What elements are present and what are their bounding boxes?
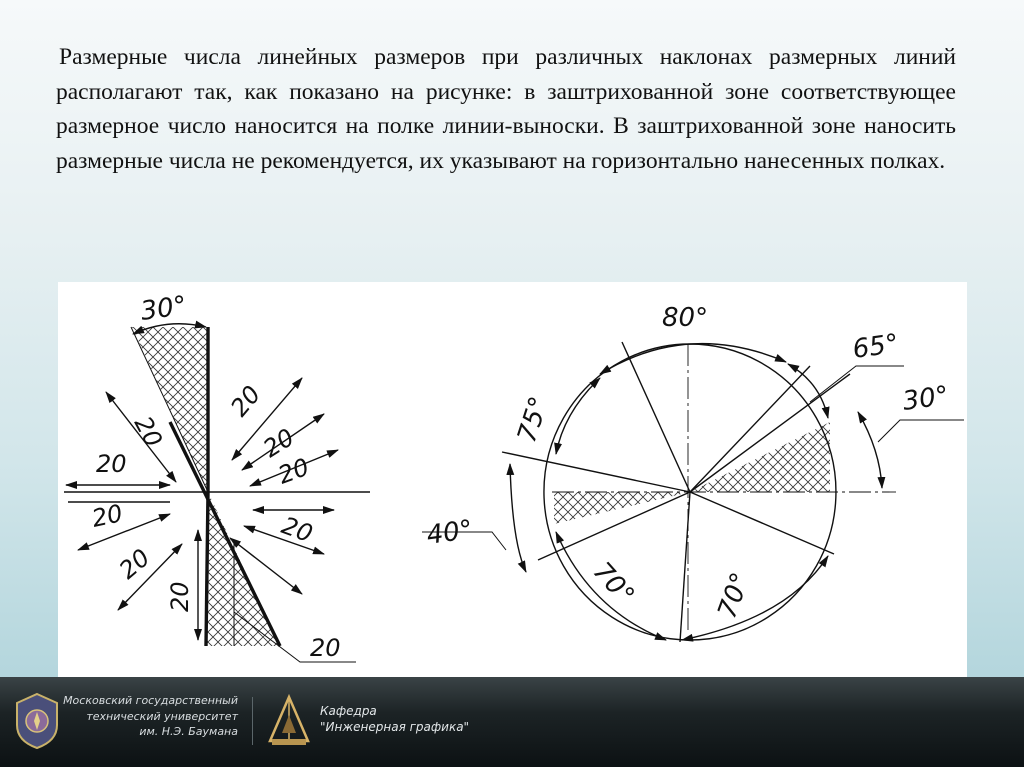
department-logo-icon — [264, 693, 314, 749]
vertical-contour-line-lower — [206, 492, 208, 646]
angle-arc-70-right — [682, 556, 828, 640]
hatched-sector-left — [554, 492, 690, 524]
angle-arc-80 — [600, 344, 786, 374]
department-name — [320, 703, 469, 735]
university-line: Московский государственный — [63, 694, 238, 707]
radius-line — [690, 492, 834, 554]
linear-dimensions-diagram — [64, 291, 370, 662]
angle-label-30: 30° — [138, 290, 189, 327]
angle-label-70-left: 70° — [586, 556, 640, 611]
footer-bar — [0, 677, 1024, 767]
radius-line — [502, 452, 690, 492]
university-name — [60, 693, 238, 740]
dimension-label: 20 — [113, 543, 156, 585]
dimension-label: 20 — [166, 581, 194, 612]
figure-drawing — [58, 282, 967, 677]
dimension-label: 20 — [96, 450, 127, 478]
dimension-label: 20 — [258, 423, 300, 464]
angle-arc-40 — [510, 464, 526, 572]
department-line: Кафедра — [320, 704, 377, 718]
angle-label-40: 40° — [424, 514, 475, 551]
angle-label-65: 65° — [850, 328, 901, 365]
slide-paragraph: Размерные числа линейных размеров при различных наклонах размерных линий располагают так, как показано на рисунке: в заштрихованной зоне соответствующее размерное число наносится на полке линии-выноски. В заштрихованной зоне наносить размерные числа не рекомендуется, их указывают на горизонтально нанесенных полках. — [56, 44, 956, 174]
dimensioning-figure — [58, 282, 967, 677]
dimension-label: 20 — [225, 380, 267, 422]
angle-arc-75 — [556, 378, 600, 454]
leader-line-65 — [810, 366, 904, 402]
department-line: "Инженерная графика" — [320, 720, 470, 734]
dimension-label: 20 — [128, 411, 168, 452]
footer-divider — [252, 697, 253, 745]
angle-arc-65 — [788, 364, 828, 418]
angle-label-75: 75° — [512, 393, 555, 447]
university-line: технический университет — [86, 709, 238, 723]
hatched-sector-right — [690, 422, 830, 492]
dimension-label: 20 — [274, 452, 313, 490]
dimension-label: 20 — [277, 511, 317, 549]
angle-arc-30 — [858, 412, 882, 488]
angle-label-70-right: 70° — [712, 568, 757, 623]
angular-dimensions-diagram — [422, 303, 964, 642]
radius-line — [622, 342, 690, 492]
angle-label-80: 80° — [662, 303, 709, 333]
angle-label-30-right: 30° — [900, 380, 951, 417]
university-line: им. Н.Э. Баумана — [139, 725, 238, 738]
dimension-label: 20 — [89, 499, 126, 533]
radius-line — [680, 492, 690, 642]
dimension-label: 20 — [310, 634, 341, 662]
leader-line-30 — [878, 420, 964, 442]
university-emblem-icon — [12, 691, 62, 751]
